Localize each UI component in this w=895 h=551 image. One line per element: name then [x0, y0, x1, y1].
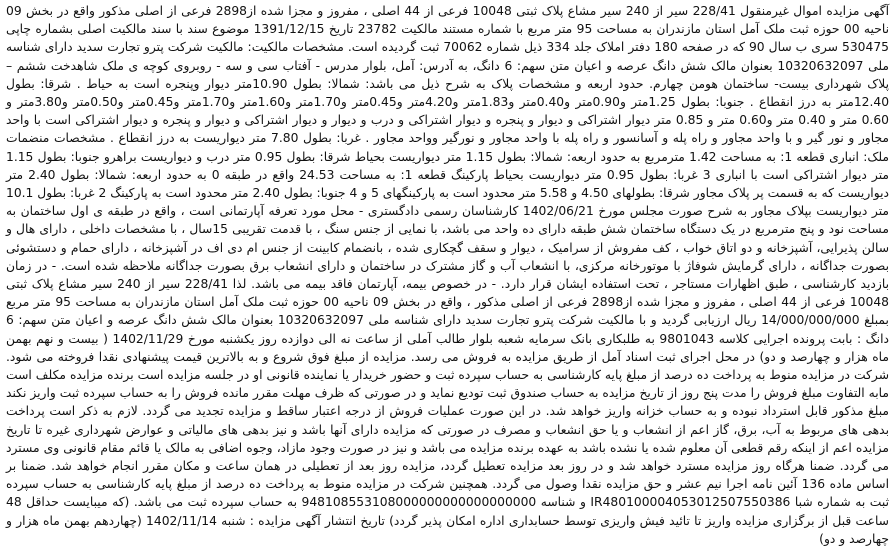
auction-notice-body: آگهی مزایده اموال غیرمنقول 228/41 سیر از 240 سیر مشاع پلاک ثبتی 10048 فرعی از 44 اصلی ، مفروز و مجزا شده از2898 فرعی از اصلی مذکور واقع در بخش 09 ناحیه 00 حوزه ثبت ملک آمل استان مازندران به مساحت 95 متر مربع با شماره مستند مالکیت 23782 تاریخ 1391/12/15 موضوع سند با سند مالکیت اصلی بشماره چاپی 530475 سری ب سال 90 که در صفحه 180 دفتر املاک جلد 334 ذیل شماره 70062 ثبت گردیده است. مشخصات مالکیت: مالکیت شرکت پترو تجارت سدید دارای شناسه ملی 10320632097 بعنوان مالک شش دانگ عرصه و اعیان متن سهم: 6 دانگ، به آدرس: آمل، بلوار مدرس - آفتاب سی و سه - روبروی کوچه ی ملک شاهدخت ششم – پلاک شهرداری بیست- ساختمان هومن چهارم. حدود اربعه و مشخصات پلاک به شرح ذیل می باشد: شمالا: بطول 10.90متر دیوار وپنجره است به حیاط . شرقا: بطول 12.40متر به درز انقطاع . جنوبا: بطول 1.25متر و0.90متر و0.40متر و1.83متر و4.20متر و0.45متر و1.70متر و1.60متر و1.70متر و0.45متر و0.50متر و3.80متر و 0.60 متر و 0.40 متر و0.60 متر و 0.85 متر دیوار اشتراکی و دیوار و پنجره و دیوار اشتراکی و درب و دیوار و دیوار اشتراکی و دیوار و پنجره و دیوار اشتراکی است با واحد مجاور و نور گیر و با واحد مجاور و راه پله و آسانسور و راه پله با واحد مجاور و نورگیر وواحد مجاور . غربا: بطول 7.80 متر دیواریست به درز انقطاع . مشخصات منضمات ملک: انباری قطعه 1: به مساحت 1.42 مترمربع به حدود اربعه: شمالا: بطول 1.15 متر دیواریست بحیاط شرقا: بطول 0.95 متر درب و دیواریست براهرو جنوبا: بطول 1.15 متر دیوار اشتراکی است با انباری 3 غربا: بطول 0.95 متر دیواریست بحیاط پارکینگ قطعه 1: به مساحت 24.53 واقع در طبقه 0 به حدود اربعه: شمالا: بطول 2.40 متر دیواریست که به قسمت پر پلاک مجاور شرقا: بطولهای 4.50 و 5.58 متر محدود است به پارکینگهای 5 و 4 جنوبا: بطول 2.40 متر محدود است به پارکینگ 2 غربا: بطول 10.1 متر دیواریست بپلاک مجاور به شرح صورت مجلس مورخ 1402/06/21 کارشناسان رسمی دادگستری - محل مورد تعرفه آپارتمانی است ، واقع در طبقه ی اول ساختمان به مساحت نود و پنج مترمربع در یک دستگاه ساختمان شش طبقه دارای ده واحد می باشد، با نمایی از جنس سنگ ، با قدمت تقریبی 15سال ، با مشخصات داخلی ، دارای هال و سالن پذیرایی، آشپزخانه و دو اتاق خواب ، کف مفروش از سرامیک ، دیوار و سقف گچکاری شده ، بانضمام کابینت از جنس ام دی اف در آشپزخانه ، دارای حمام و دستشوئی بصورت جداگانه ، دارای گرمایش شوفاژ با موتورخانه مرکزی، با انشعاب آب و گاز مشترک در ساختمان و دارای انشعاب برق بصورت جداگانه ملاحظه شده است. - در زمان بازدید کارشناسی ، طبق اظهارات مستاجر ، تحت استفاده ایشان قرار دارد. - در خصوص بیمه، آپارتمان فاقد بیمه می باشد. لذا 228/41 سیر از 240 سیر مشاع پلاک ثبتی 10048 فرعی از 44 اصلی ، مفروز و مجزا شده از2898 فرعی از اصلی مذکور ، واقع در بخش 09 ناحیه 00 حوزه ثبت ملک آمل استان مازندران به مساحت 95 متر مربع بمبلغ 14/000/000/000 ریال ارزیابی گردید و با مالکیت شرکت پترو تجارت سدید دارای شناسه ملی 10320632097 بعنوان مالک شش دانگ عرصه و اعیان متن سهم: 6 دانگ : بابت پرونده اجرایی کلاسه 9801043 به طلبکاری بانک سرمایه شعبه بلوار طالب آملی از ساعت نه الی دوازده روز یکشنبه مورخ 1402/11/29 ( بیست و نهم بهمن ماه هزار و چهارصد و دو) در محل اجرای ثبت اسناد آمل از طریق مزایده به فروش می رسد. مزایده از مبلغ فوق شروع و به بالاترین قیمت پیشنهادی نقدا فروخته می شود. شرکت در مزایده منوط به پرداخت ده درصد از مبلغ پایه کارشناسی به حساب سپرده ثبت و حضور خریدار یا نماینده قانونی او در جلسه مزایده است برنده مزایده مکلف است مابه التفاوت مبلغ فروش را مدت پنج روز از تاریخ مزایده به حساب صندوق ثبت تودیع نماید و در صورتی که ظرف مهلت مقرر مانده فروش را به حساب سپرده ثبت واریز نکند مبلغ مذکور قابل استرداد نبوده و به حساب خزانه واریز خواهد شد. در این صورت عملیات فروش از درجه اعتبار ساقط و مزایده تجدید می گردد. لازم به ذکر است پرداخت بدهی های مربوط به آب، برق، گاز اعم از انشعاب و یا حق انشعاب و مصرف در صورتی که مزایده دارای آنها باشد و نیز بدهی های مالیاتی و عوارض شهرداری غیره تا تاریخ مزایده اعم از اینکه رقم قطعی آن معلوم شده یا نشده باشد به عهده برنده مزایده می باشد و نیز در صورت وجود مازاد، وجوه اضافی به مالک یا قائم مقام قانونی وی مسترد می گردد. ضمنا هرگاه روز مزایده مسترد خواهد شد و در روز بعد مزایده تعطیل گردد، مزایده روز بعد از تعطیلی در همان ساعت و مکان مقرر انجام خواهد شد. ضمنا بر اساس ماده 136 آئین نامه اجرا نیم عشر و حق مزایده نقدا وصول می گردد. همچنین شرکت در مزایده منوط به پرداخت ده درصد از مبلغ پایه کارشناسی به حساب سپرده ثبت به شماره شبا IR480100004053012507550386 و شناسه 948108553108000000000000000000 به حساب سپرده ثبت می باشد. (که میبایست حداقل 48 ساعت قبل از برگزاری مزایده واریز تا تائید فیش واریزی توسط حسابداری اداره امکان پذیر گردد) تاریخ انتشار آگهی مزایده : شنبه 1402/11/14 (چهاردهم بهمن ماه هزار و چهارصد و دو) [6, 4, 890, 546]
